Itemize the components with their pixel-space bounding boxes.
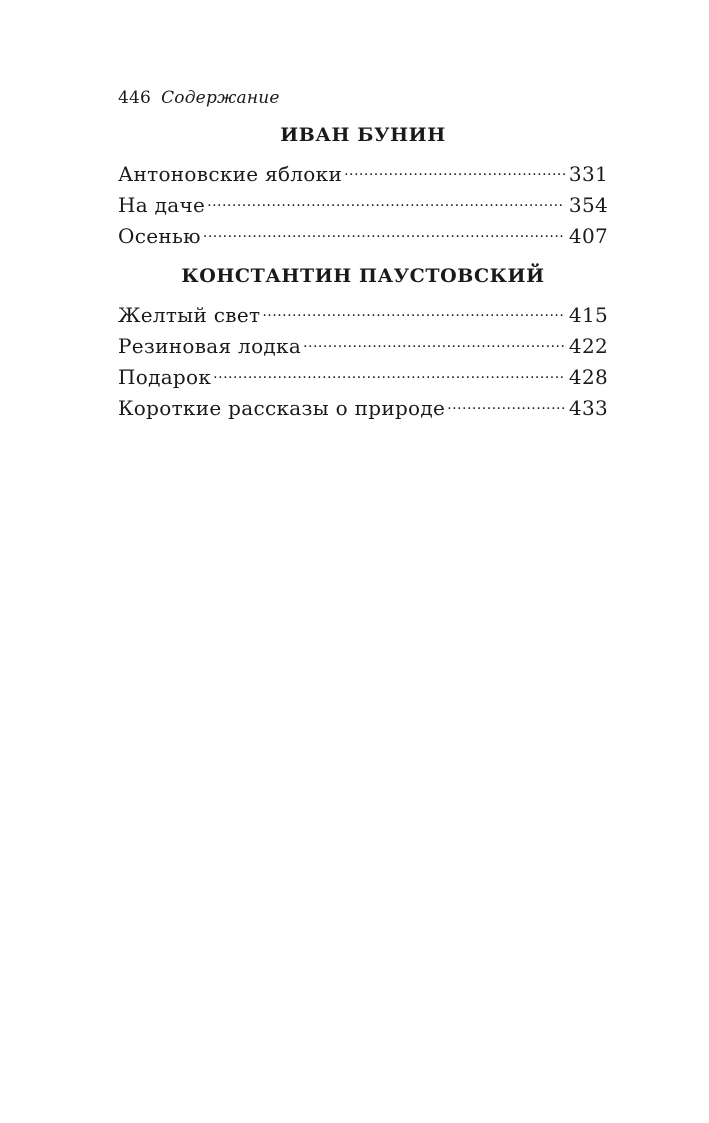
dot-leader [213,353,565,384]
toc-list-bunin [118,150,608,248]
toc-entry-title: Короткие рассказы о природе [118,396,446,420]
toc-entry-title: Желтый свет [118,303,261,327]
toc-entry-title: На даче [118,193,206,217]
author-heading-bunin: ИВАН БУНИН [280,124,446,146]
dot-leader [303,322,565,353]
author-heading-paustovsky: КОНСТАНТИН ПАУСТОВСКИЙ [181,265,545,287]
toc-entry-page: 422 [568,334,608,358]
toc-page [118,84,608,420]
toc-entry-page: 415 [568,303,608,327]
toc-entry-page: 433 [568,396,608,420]
toc-list-paustovsky [118,291,608,420]
toc-entry [118,150,608,186]
toc-entry-title: Резиновая лодка [118,334,302,358]
toc-entry-page: 407 [568,224,608,248]
toc-entry-title: Антоновские яблоки [118,162,343,186]
section-title: Содержание [161,88,280,108]
running-head [118,84,608,112]
toc-entry [118,291,608,327]
dot-leader [344,150,565,181]
toc-entry-page: 331 [568,162,608,186]
dot-leader [447,384,565,415]
toc-entry-page: 428 [568,365,608,389]
dot-leader [203,212,565,243]
dot-leader [262,291,565,322]
page-number: 446 [118,88,152,108]
dot-leader [207,181,565,212]
toc-entry-title: Осенью [118,224,201,248]
toc-entry-page: 354 [568,193,608,217]
toc-entry-title: Подарок [118,365,212,389]
